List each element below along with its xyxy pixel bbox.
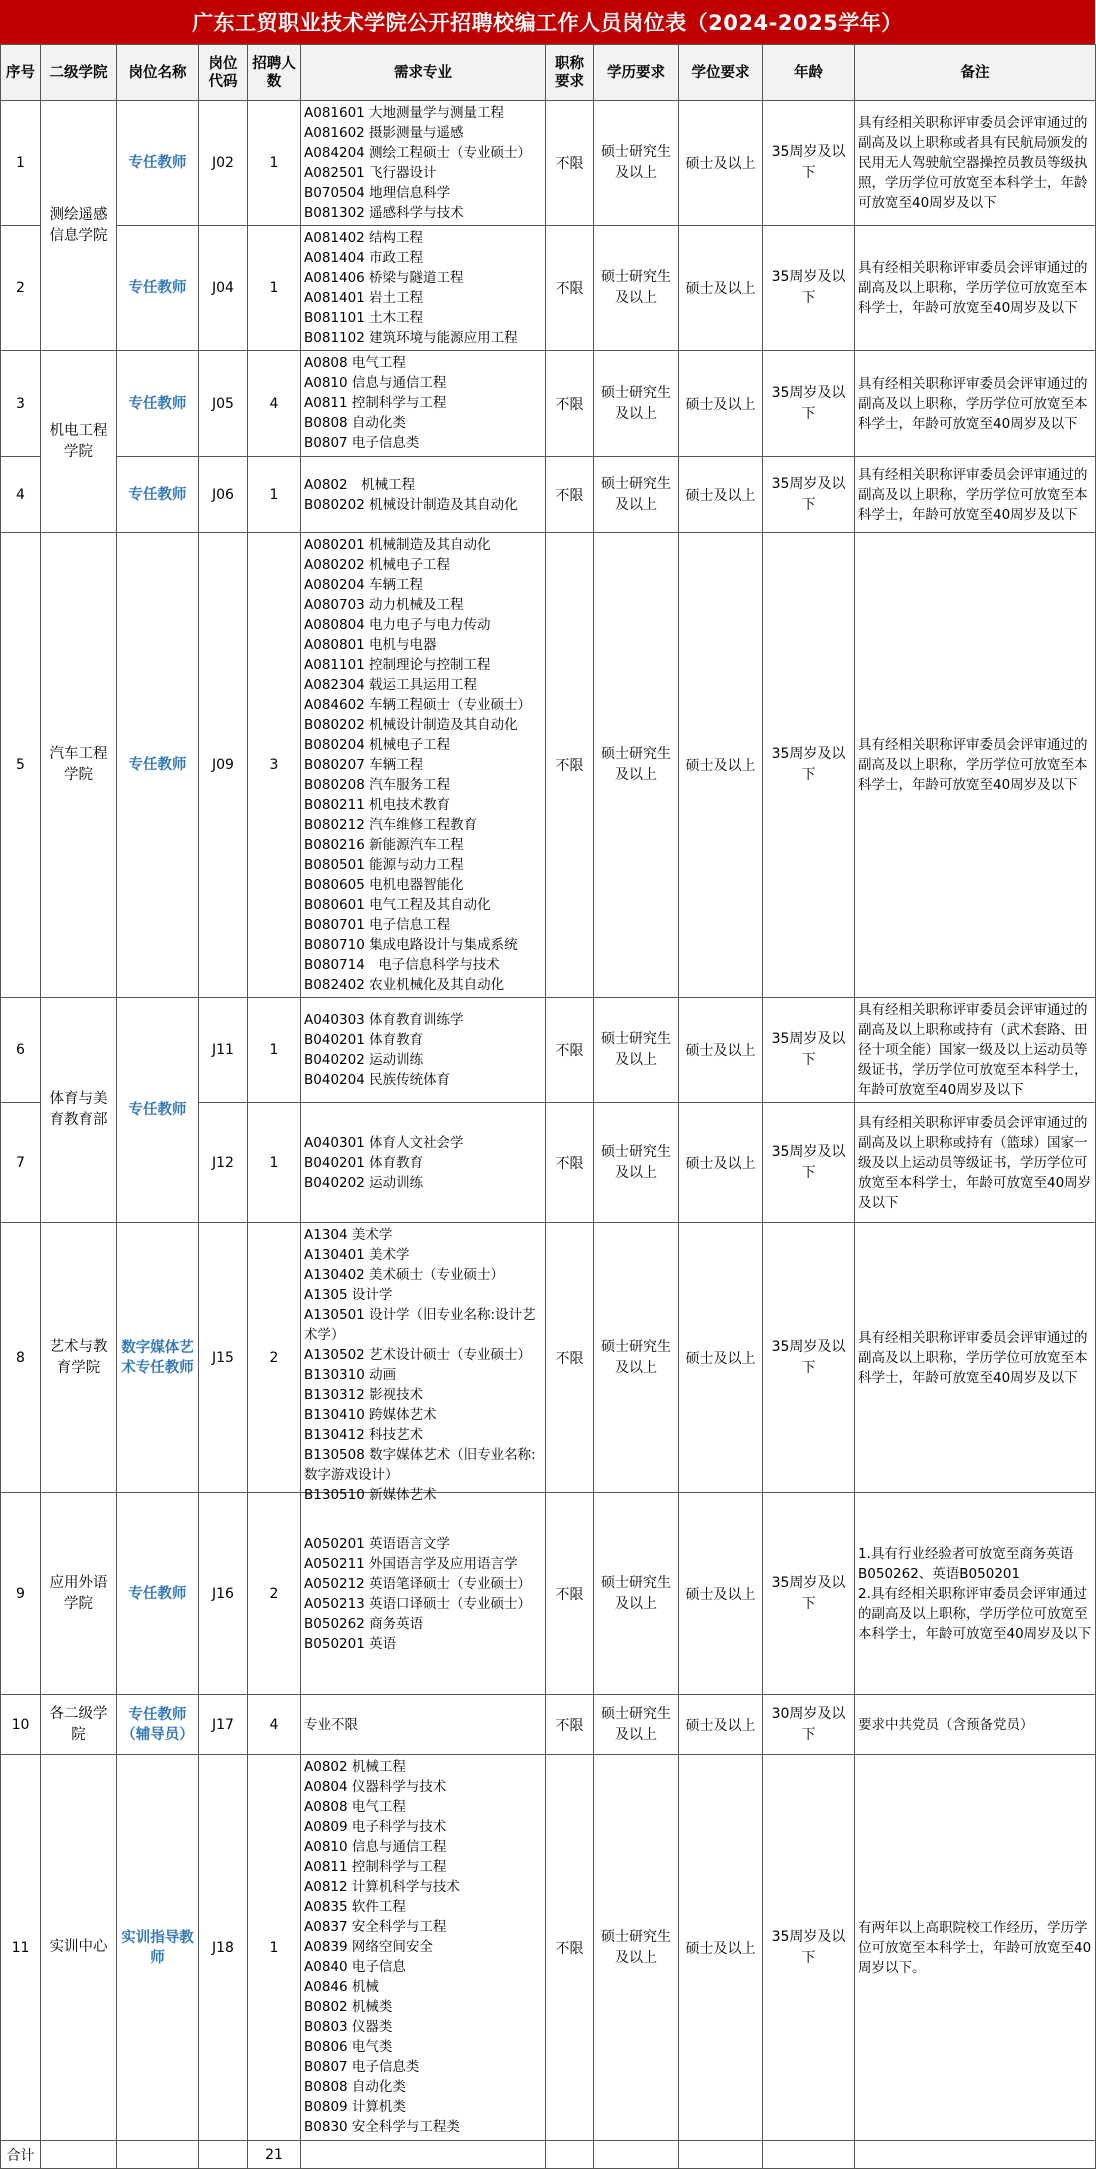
title-req-cell: 不限: [546, 1695, 594, 1755]
edu-cell: 硕士研究生及以上: [594, 1223, 679, 1493]
table-row: [1, 226, 1096, 351]
major-item: A130502 艺术设计硕士（专业硕士）: [304, 1347, 532, 1363]
major-item: A0810 信息与通信工程: [304, 1839, 447, 1855]
code-cell: J02: [199, 101, 248, 226]
major-item: A0835 软件工程: [304, 1899, 406, 1915]
major-item: A0840 电子信息: [304, 1959, 406, 1975]
empty-cell: [117, 2141, 199, 2169]
total-count: 21: [248, 2141, 301, 2169]
major-item: A084204 测绘工程硕士（专业硕士）: [304, 145, 532, 161]
degree-cell: 硕士及以上: [679, 1103, 763, 1223]
major-item: A0839 网络空间安全: [304, 1939, 433, 1955]
edu-cell: 硕士研究生及以上: [594, 101, 679, 226]
code-cell: J17: [199, 1695, 248, 1755]
table-row: [1, 101, 1096, 226]
major-item: B0803 仪器类: [304, 2019, 393, 2035]
major-item: A081402 结构工程: [304, 230, 424, 246]
table-row: [1, 351, 1096, 457]
major-item: A080804 电力电子与电力传动: [304, 617, 491, 633]
major-item: B081102 建筑环境与能源应用工程: [304, 330, 518, 346]
major-item: B130510 新媒体艺术: [304, 1487, 437, 1503]
notes-cell: 具有经相关职称评审委员会评审通过的副高及以上职称，学历学位可放宽至本科学士，年龄可放宽至40周岁及以下: [855, 533, 1096, 998]
major-item: A080201 机械制造及其自动化: [304, 537, 491, 553]
header-degree: 学位要求: [679, 45, 763, 101]
major-item: 专业不限: [304, 1716, 358, 1733]
degree-cell: 硕士及以上: [679, 998, 763, 1103]
title-req-cell: 不限: [546, 457, 594, 533]
notes-cell: 具有经相关职称评审委员会评审通过的副高及以上职称或持有（武术套路、田径十项全能）国家一级及以上运动员等级证书，学历学位可放宽至本科学士，年龄可放宽至40周岁及以下: [855, 998, 1096, 1103]
majors-cell: [301, 457, 546, 533]
college-cell: 机电工程学院: [41, 351, 117, 533]
majors-cell: [301, 101, 546, 226]
header-edu: 学历要求: [594, 45, 679, 101]
edu-cell: 硕士研究生及以上: [594, 1695, 679, 1755]
major-item: B0809 计算机类: [304, 2099, 406, 2115]
edu-cell: 硕士研究生及以上: [594, 351, 679, 457]
majors-cell: [301, 1223, 546, 1503]
major-item: B070504 地理信息科学: [304, 185, 451, 201]
major-item: B040202 运动训练: [304, 1174, 424, 1191]
major-item: B130312 影视技术: [304, 1387, 424, 1403]
code-cell: J18: [199, 1755, 248, 2141]
notes-cell: 具有经相关职称评审委员会评审通过的副高及以上职称或持有（篮球）国家一级及以上运动员等级证书，学历学位可放宽至本科学士，年龄可放宽至40周岁及以下: [855, 1103, 1096, 1223]
major-item: B0808 自动化类: [304, 2079, 406, 2095]
major-item: A084602 车辆工程硕士（专业硕士）: [304, 697, 532, 713]
code-cell: J06: [199, 457, 248, 533]
seq-cell: 6: [1, 998, 41, 1103]
major-item: B080601 电气工程及其自动化: [304, 897, 491, 913]
title-req-cell: 不限: [546, 998, 594, 1103]
position-cell: 专任教师: [117, 533, 199, 998]
empty-cell: [679, 2141, 763, 2169]
major-item: A081401 岩土工程: [304, 290, 424, 306]
major-item: A0846 机械: [304, 1979, 379, 1995]
major-item: A050211 外国语言学及应用语言学: [304, 1555, 518, 1572]
major-item: B050262 商务英语: [304, 1615, 424, 1632]
header-notes: 备注: [855, 45, 1096, 101]
major-item: B040202 运动训练: [304, 1052, 424, 1068]
code-cell: J15: [199, 1223, 248, 1493]
major-item: B080216 新能源汽车工程: [304, 837, 464, 853]
degree-cell: 硕士及以上: [679, 533, 763, 998]
table-row: [1, 1755, 1096, 2141]
majors-cell: [301, 351, 546, 457]
title-req-cell: 不限: [546, 533, 594, 998]
age-cell: 35周岁及以下: [763, 1223, 855, 1493]
notes-cell: 具有经相关职称评审委员会评审通过的副高及以上职称，学历学位可放宽至本科学士，年龄可放宽至40周岁及以下: [855, 226, 1096, 351]
code-cell: J05: [199, 351, 248, 457]
table-row: [1, 1223, 1096, 1493]
edu-cell: 硕士研究生及以上: [594, 1493, 679, 1695]
degree-cell: 硕士及以上: [679, 1223, 763, 1493]
major-item: A0809 电子科学与技术: [304, 1819, 447, 1835]
empty-cell: [199, 2141, 248, 2169]
majors-cell: [301, 1755, 546, 2141]
major-item: B130410 跨媒体艺术: [304, 1407, 437, 1423]
major-item: A080202 机械电子工程: [304, 557, 451, 573]
major-item: B080212 汽车维修工程教育: [304, 817, 478, 833]
major-item: A0802 机械工程: [304, 476, 416, 493]
major-item: A080801 电机与电器: [304, 637, 437, 653]
seq-cell: 4: [1, 457, 41, 533]
college-cell: 艺术与教育学院: [41, 1223, 117, 1493]
major-item: B0830 安全科学与工程类: [304, 2119, 460, 2135]
header-majors: 需求专业: [301, 45, 546, 101]
notes-cell: 具有经相关职称评审委员会评审通过的副高及以上职称，学历学位可放宽至本科学士，年龄可放宽至40周岁及以下: [855, 457, 1096, 533]
college-cell: 测绘遥感信息学院: [41, 101, 117, 351]
degree-cell: 硕士及以上: [679, 457, 763, 533]
major-item: A1305 设计学: [304, 1287, 393, 1303]
major-item: A130501 设计学（旧专业名称:设计艺术学）: [304, 1307, 536, 1343]
major-item: A0810 信息与通信工程: [304, 375, 447, 391]
position-cell: 专任教师: [117, 1493, 199, 1695]
major-item: A130401 美术学: [304, 1247, 410, 1263]
header-code: 岗位代码: [199, 45, 248, 101]
seq-cell: 3: [1, 351, 41, 457]
age-cell: 30周岁及以下: [763, 1695, 855, 1755]
major-item: B050201 英语: [304, 1635, 397, 1652]
edu-cell: 硕士研究生及以上: [594, 998, 679, 1103]
position-cell: 专任教师: [117, 457, 199, 533]
major-item: B080701 电子信息工程: [304, 917, 451, 933]
major-item: A0812 计算机科学与技术: [304, 1879, 460, 1895]
edu-cell: 硕士研究生及以上: [594, 226, 679, 351]
major-item: A082501 飞行器设计: [304, 165, 437, 181]
header-title-req: 职称要求: [546, 45, 594, 101]
majors-cell: [301, 998, 546, 1103]
major-item: A081601 大地测量学与测量工程: [304, 105, 505, 121]
major-item: A1304 美术学: [304, 1227, 393, 1243]
major-item: A080204 车辆工程: [304, 577, 424, 593]
major-item: B080202 机械设计制造及其自动化: [304, 717, 518, 733]
header-college: 二级学院: [41, 45, 117, 101]
major-item: A050213 英语口译硕士（专业硕士）: [304, 1595, 532, 1612]
position-cell: 数字媒体艺术专任教师: [117, 1223, 199, 1493]
notes-cell: 1.具有行业经验者可放宽至商务英语B050262、英语B050201 2.具有经相关职称评审委员会评审通过的副高及以上职称，学历学位可放宽至本科学士，年龄可放宽至40周岁及以下: [855, 1493, 1096, 1695]
degree-cell: 硕士及以上: [679, 1695, 763, 1755]
count-cell: 3: [248, 533, 301, 998]
notes-cell: 有两年以上高职院校工作经历，学历学位可放宽至本科学士，年龄可放宽至40周岁以下。: [855, 1755, 1096, 2141]
major-item: A050201 英语语言文学: [304, 1535, 451, 1552]
header-age: 年龄: [763, 45, 855, 101]
major-item: B0807 电子信息类: [304, 435, 420, 451]
table-row: [1, 1695, 1096, 1755]
table-row: [1, 998, 1096, 1103]
title-req-cell: 不限: [546, 226, 594, 351]
major-item: A040303 体育教育训练学: [304, 1012, 464, 1028]
count-cell: 1: [248, 101, 301, 226]
age-cell: 35周岁及以下: [763, 457, 855, 533]
major-item: B080501 能源与动力工程: [304, 857, 464, 873]
major-item: A0802 机械工程: [304, 1759, 406, 1775]
seq-cell: 10: [1, 1695, 41, 1755]
count-cell: 1: [248, 457, 301, 533]
major-item: B0802 机械类: [304, 1999, 393, 2015]
major-item: A0837 安全科学与工程: [304, 1919, 447, 1935]
code-cell: J09: [199, 533, 248, 998]
age-cell: 35周岁及以下: [763, 1755, 855, 2141]
code-cell: J12: [199, 1103, 248, 1223]
major-item: B080605 电机电器智能化: [304, 877, 464, 893]
major-item: A081602 摄影测量与遥感: [304, 125, 464, 141]
total-label: 合计: [1, 2141, 41, 2169]
position-cell: 专任教师（辅导员）: [117, 1695, 199, 1755]
notes-cell: 具有经相关职称评审委员会评审通过的副高及以上职称或者具有民航局颁发的民用无人驾驶航空器操控员教员等级执照，学历学位可放宽至本科学士，年龄可放宽至40周岁及以下: [855, 101, 1096, 226]
title-req-cell: 不限: [546, 101, 594, 226]
page-title: 广东工贸职业技术学院公开招聘校编工作人员岗位表（2024-2025学年）: [0, 0, 1095, 44]
major-item: B130310 动画: [304, 1367, 397, 1383]
position-cell: 专任教师: [117, 226, 199, 351]
major-item: B081302 遥感科学与技术: [304, 205, 464, 221]
majors-cell: [301, 1103, 546, 1223]
seq-cell: 2: [1, 226, 41, 351]
edu-cell: 硕士研究生及以上: [594, 1755, 679, 2141]
major-item: B130508 数字媒体艺术（旧专业名称:数字游戏设计）: [304, 1447, 536, 1483]
major-item: A081406 桥梁与隧道工程: [304, 270, 464, 286]
major-item: A081404 市政工程: [304, 250, 424, 266]
header-position: 岗位名称: [117, 45, 199, 101]
majors-cell: [301, 226, 546, 351]
age-cell: 35周岁及以下: [763, 351, 855, 457]
count-cell: 2: [248, 1493, 301, 1695]
age-cell: 35周岁及以下: [763, 1103, 855, 1223]
major-item: B081101 土木工程: [304, 310, 424, 326]
seq-cell: 7: [1, 1103, 41, 1223]
major-item: B040201 体育教育: [304, 1032, 424, 1048]
edu-cell: 硕士研究生及以上: [594, 457, 679, 533]
table-row: [1, 533, 1096, 998]
degree-cell: 硕士及以上: [679, 226, 763, 351]
major-item: B080211 机电技术教育: [304, 797, 451, 813]
major-item: B080208 汽车服务工程: [304, 777, 451, 793]
major-item: B080204 机械电子工程: [304, 737, 451, 753]
count-cell: 1: [248, 998, 301, 1103]
major-item: B080202 机械设计制造及其自动化: [304, 496, 518, 513]
college-cell: 各二级学院: [41, 1695, 117, 1755]
position-cell: 实训指导教师: [117, 1755, 199, 2141]
title-req-cell: 不限: [546, 351, 594, 457]
notes-cell: 具有经相关职称评审委员会评审通过的副高及以上职称，学历学位可放宽至本科学士，年龄可放宽至40周岁及以下: [855, 351, 1096, 457]
empty-cell: [546, 2141, 594, 2169]
major-item: B0808 自动化类: [304, 415, 406, 431]
age-cell: 35周岁及以下: [763, 226, 855, 351]
major-item: A0811 控制科学与工程: [304, 1859, 447, 1875]
seq-cell: 5: [1, 533, 41, 998]
position-cell: 专任教师: [117, 101, 199, 226]
college-cell: 体育与美育教育部: [41, 998, 117, 1223]
major-item: A040301 体育人文社会学: [304, 1134, 464, 1151]
edu-cell: 硕士研究生及以上: [594, 533, 679, 998]
code-cell: J16: [199, 1493, 248, 1695]
empty-cell: [301, 2141, 546, 2169]
major-item: B080710 集成电路设计与集成系统: [304, 937, 518, 953]
total-row: [1, 2141, 1096, 2169]
major-item: B040201 体育教育: [304, 1154, 424, 1171]
major-item: A0808 电气工程: [304, 1799, 406, 1815]
notes-cell: 要求中共党员（含预备党员）: [855, 1695, 1096, 1755]
major-item: A0808 电气工程: [304, 355, 406, 371]
college-cell: 汽车工程学院: [41, 533, 117, 998]
major-item: B130412 科技艺术: [304, 1427, 424, 1443]
major-item: B080207 车辆工程: [304, 757, 424, 773]
degree-cell: 硕士及以上: [679, 101, 763, 226]
table-row: [1, 457, 1096, 533]
title-req-cell: 不限: [546, 1223, 594, 1493]
title-req-cell: 不限: [546, 1493, 594, 1695]
seq-cell: 11: [1, 1755, 41, 2141]
notes-cell: 具有经相关职称评审委员会评审通过的副高及以上职称，学历学位可放宽至本科学士，年龄可放宽至40周岁及以下: [855, 1223, 1096, 1493]
position-cell: 专任教师: [117, 998, 199, 1223]
code-cell: J04: [199, 226, 248, 351]
major-item: A130402 美术硕士（专业硕士）: [304, 1267, 505, 1283]
count-cell: 4: [248, 1695, 301, 1755]
age-cell: 35周岁及以下: [763, 533, 855, 998]
majors-cell: [301, 533, 546, 998]
count-cell: 1: [248, 1755, 301, 2141]
major-item: A0811 控制科学与工程: [304, 395, 447, 411]
header-row: [1, 45, 1096, 101]
position-cell: 专任教师: [117, 351, 199, 457]
header-seq: 序号: [1, 45, 41, 101]
degree-cell: 硕士及以上: [679, 1755, 763, 2141]
edu-cell: 硕士研究生及以上: [594, 1103, 679, 1223]
major-item: B082402 农业机械化及其自动化: [304, 977, 505, 993]
major-item: B0806 电气类: [304, 2039, 393, 2055]
degree-cell: 硕士及以上: [679, 351, 763, 457]
majors-cell: [301, 1695, 546, 1755]
age-cell: 35周岁及以下: [763, 101, 855, 226]
major-item: A082304 载运工具运用工程: [304, 677, 478, 693]
recruitment-table: [0, 44, 1096, 2169]
empty-cell: [41, 2141, 117, 2169]
count-cell: 1: [248, 226, 301, 351]
count-cell: 1: [248, 1103, 301, 1223]
major-item: A0804 仪器科学与技术: [304, 1779, 447, 1795]
college-cell: 应用外语学院: [41, 1493, 117, 1695]
seq-cell: 1: [1, 101, 41, 226]
title-req-cell: 不限: [546, 1755, 594, 2141]
table-row: [1, 1493, 1096, 1695]
title-req-cell: 不限: [546, 1103, 594, 1223]
code-cell: J11: [199, 998, 248, 1103]
degree-cell: 硕士及以上: [679, 1493, 763, 1695]
major-item: A050212 英语笔译硕士（专业硕士）: [304, 1575, 532, 1592]
college-cell: 实训中心: [41, 1755, 117, 2141]
empty-cell: [594, 2141, 679, 2169]
majors-cell: [301, 1493, 546, 1695]
seq-cell: 9: [1, 1493, 41, 1695]
header-count: 招聘人数: [248, 45, 301, 101]
age-cell: 35周岁及以下: [763, 998, 855, 1103]
major-item: A081101 控制理论与控制工程: [304, 657, 491, 673]
count-cell: 4: [248, 351, 301, 457]
major-item: B040204 民族传统体育: [304, 1072, 451, 1088]
empty-cell: [763, 2141, 855, 2169]
major-item: A080703 动力机械及工程: [304, 597, 464, 613]
major-item: B0807 电子信息类: [304, 2059, 420, 2075]
seq-cell: 8: [1, 1223, 41, 1493]
count-cell: 2: [248, 1223, 301, 1493]
age-cell: 35周岁及以下: [763, 1493, 855, 1695]
major-item: B080714 电子信息科学与技术: [304, 957, 500, 973]
empty-cell: [855, 2141, 1096, 2169]
